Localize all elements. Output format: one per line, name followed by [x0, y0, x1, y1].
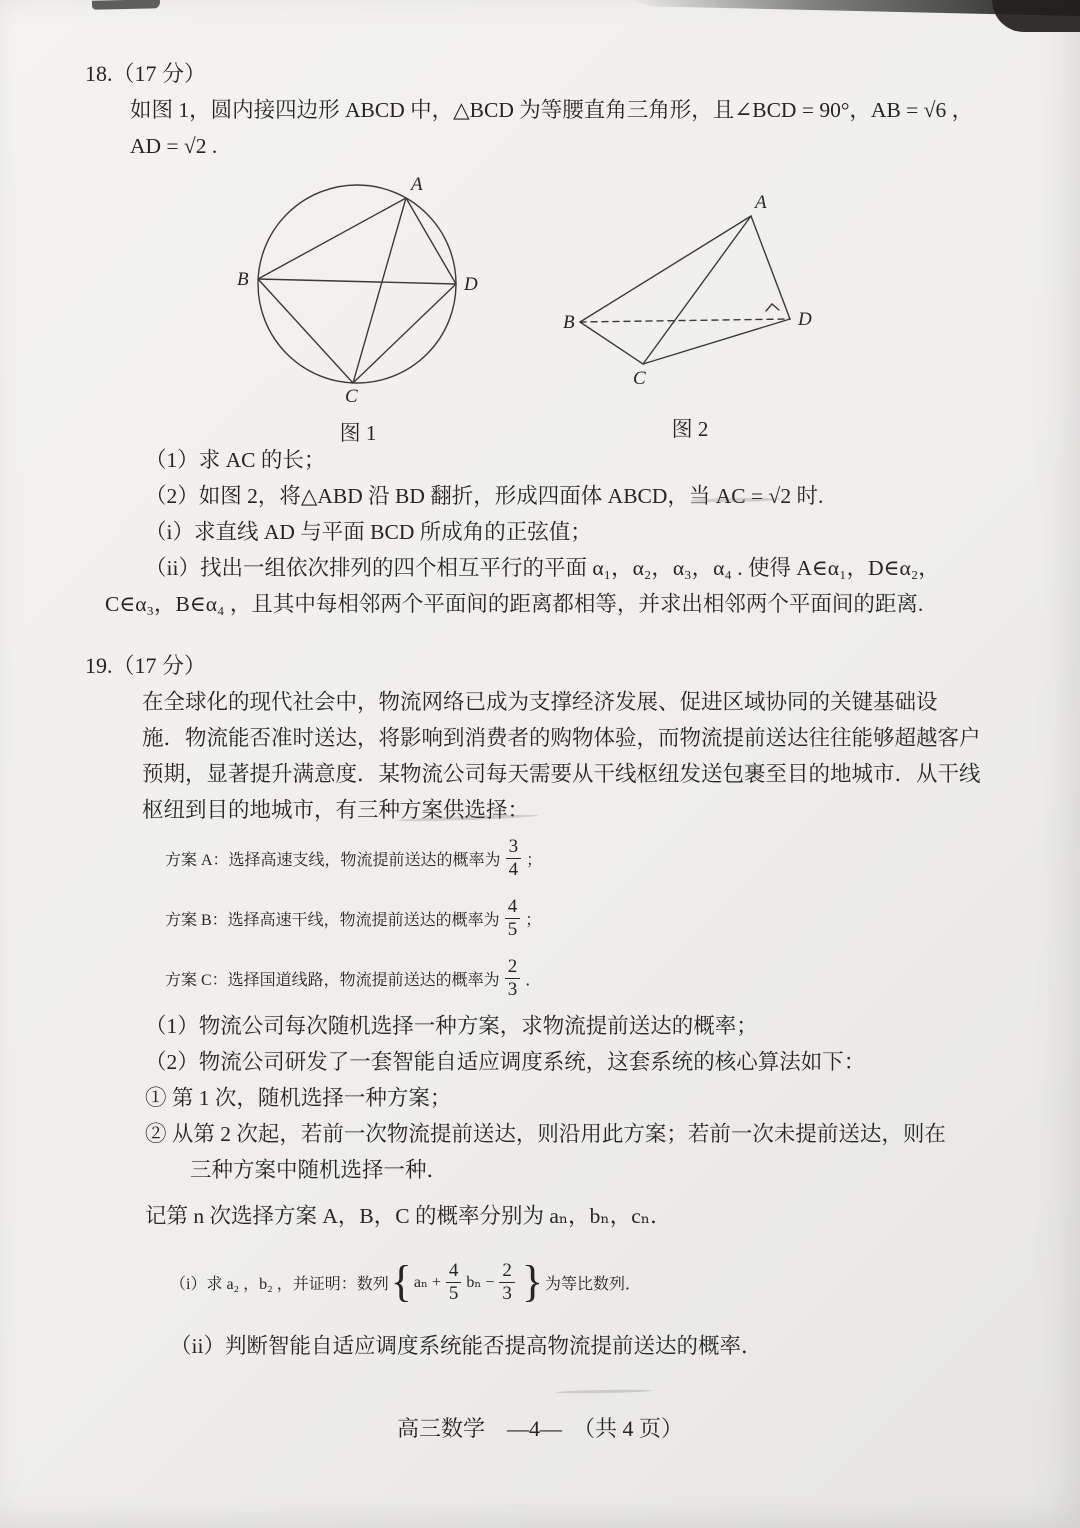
fraction-numerator: 3 [506, 836, 522, 859]
edge-ab [580, 216, 751, 322]
q19-para-line2: 施．物流能否准时送达，将影响到消费者的购物体验，而物流提前送达往往能够超越客户 [142, 726, 981, 750]
q19-note: 记第 n 次选择方案 A，B，C 的概率分别为 aₙ，bₙ，cₙ． [145, 1204, 672, 1228]
figure-1-caption: 图 1 [339, 421, 377, 445]
plan-c-tail: ． [525, 971, 542, 989]
edge-cd [643, 319, 790, 364]
q18-part2-ii-line1: （ii）找出一组依次排列的四个相互平行的平面 α₁，α₂，α₃，α₄ . 使得 A∈α₁，D∈α₂， [145, 556, 940, 580]
edge-bc [258, 279, 353, 383]
sub-i-fraction-2 [499, 1260, 515, 1305]
q19-algo-step2-line2: 三种方案中随机选择一种． [190, 1158, 449, 1182]
fraction-numerator: 2 [505, 956, 521, 979]
q18-part2: （2）如图 2，将△ABD 沿 BD 翻折，形成四面体 ABCD，当 AC = √2 时. [145, 484, 824, 508]
edge-bd-hidden [580, 319, 790, 322]
right-angle-mark [766, 304, 779, 311]
question-19-header: 19.（17 分） [85, 653, 207, 678]
question-18-header: 18.（17 分） [85, 61, 207, 86]
edge-ab [258, 198, 406, 279]
vertex-label-a: A [755, 194, 767, 213]
plan-c-fraction [505, 956, 521, 1001]
figure-2-tetrahedron-diagram [555, 194, 825, 390]
edge-ad [406, 198, 456, 284]
q18-intro-line2: AD = √2 . [130, 134, 218, 158]
plan-b-fraction [505, 896, 521, 941]
fraction-numerator: 4 [505, 896, 521, 919]
q19-part2: （2）物流公司研发了一套智能自适应调度系统，这套系统的核心算法如下： [145, 1050, 866, 1074]
q19-sub-i-term2: bₙ − [466, 1274, 495, 1291]
brace-open: { [390, 1257, 412, 1306]
figure-2 [555, 194, 825, 443]
plan-a-fraction [506, 836, 522, 881]
q19-para-line1: 在全球化的现代社会中，物流网络已成为支撑经济发展、促进区域协同的关键基础设 [142, 690, 938, 714]
plan-a-tail: ； [526, 851, 543, 869]
plan-a-row [165, 828, 1002, 888]
plan-c-text: 方案 C：选择国道线路，物流提前送达的概率为 [165, 971, 500, 989]
plan-b-tail: ； [525, 911, 542, 929]
q19-sub-i-term1: aₙ + [413, 1274, 441, 1291]
plan-c-row [165, 948, 1002, 1008]
vertex-label-b: B [237, 269, 249, 290]
vertex-label-c: C [633, 368, 646, 389]
vertex-label-c: C [345, 386, 358, 407]
q18-part2-ii-line2: C∈α₃，B∈α₄ ，且其中每相邻两个平面间的距离都相等，并求出相邻两个平面间的距离. [105, 592, 924, 616]
q19-algo-step1: ① 第 1 次，随机选择一种方案； [145, 1086, 452, 1110]
vertex-label-d: D [798, 309, 812, 330]
vertex-label-a: A [411, 174, 423, 195]
plan-a-text: 方案 A：选择高速支线，物流提前送达的概率为 [165, 851, 501, 869]
figure-2-caption: 图 2 [671, 417, 709, 441]
sub-i-fraction-1 [446, 1260, 462, 1305]
figure-1-circle-diagram [233, 168, 483, 410]
q18-intro-line1: 如图 1，圆内接四边形 ABCD 中，△BCD 为等腰直角三角形，且∠BCD = 90°，AB = √6 ， [130, 98, 974, 122]
q19-para-line4: 枢纽到目的地城市，有三种方案供选择： [142, 798, 530, 822]
vertex-label-b: B [563, 312, 575, 333]
plan-b-row [165, 888, 1002, 948]
edge-ac [353, 198, 406, 383]
fraction-numerator: 4 [446, 1260, 462, 1283]
q19-sub-i-row [170, 1250, 1002, 1314]
edge-bc [580, 322, 643, 364]
fraction-denominator: 5 [448, 1282, 459, 1304]
fraction-numerator: 2 [499, 1260, 515, 1283]
edge-bd [258, 279, 456, 284]
scan-smudge [556, 1389, 652, 1394]
q19-part1: （1）物流公司每次随机选择一种方案，求物流提前送达的概率； [145, 1014, 758, 1038]
q19-sub-ii: （ii）判断智能自适应调度系统能否提高物流提前送达的概率． [170, 1334, 763, 1358]
q19-algo-step2-line1: ② 从第 2 次起，若前一次物流提前送达，则沿用此方案；若前一次未提前送达，则在 [145, 1122, 946, 1146]
q19-para-line3: 预期，显著提升满意度．某物流公司每天需要从干线枢纽发送包裹至目的地城市．从干线 [142, 762, 981, 786]
scan-artifact-top-right-corner [992, 0, 1080, 32]
scan-artifact-top-left [92, 0, 160, 10]
q19-sub-i-prefix: （i）求 a₂ ，b₂ ，并证明：数列 [170, 1275, 389, 1293]
brace-close: } [521, 1257, 543, 1306]
fraction-denominator: 5 [507, 918, 518, 940]
edge-ac [643, 216, 751, 364]
edge-ad [751, 216, 790, 319]
q18-part1: （1）求 AC 的长； [145, 448, 326, 472]
q19-sub-i-suffix: 为等比数列． [544, 1275, 641, 1293]
fraction-denominator: 3 [507, 978, 518, 1000]
page-footer: 高三数学 —4— （共 4 页） [396, 1416, 683, 1441]
plan-b-text: 方案 B：选择高速干线，物流提前送达的概率为 [165, 911, 500, 929]
fraction-denominator: 4 [508, 858, 519, 880]
figures-row [85, 168, 1002, 445]
circumcircle [258, 185, 456, 383]
figure-1 [233, 168, 483, 447]
q18-part2-i: （i）求直线 AD 与平面 BCD 所成角的正弦值； [145, 520, 592, 544]
question-19 [85, 648, 1002, 1364]
vertex-label-d: D [464, 274, 478, 295]
edge-cd [353, 284, 456, 383]
question-18 [85, 56, 1002, 622]
fraction-denominator: 3 [502, 1282, 512, 1304]
